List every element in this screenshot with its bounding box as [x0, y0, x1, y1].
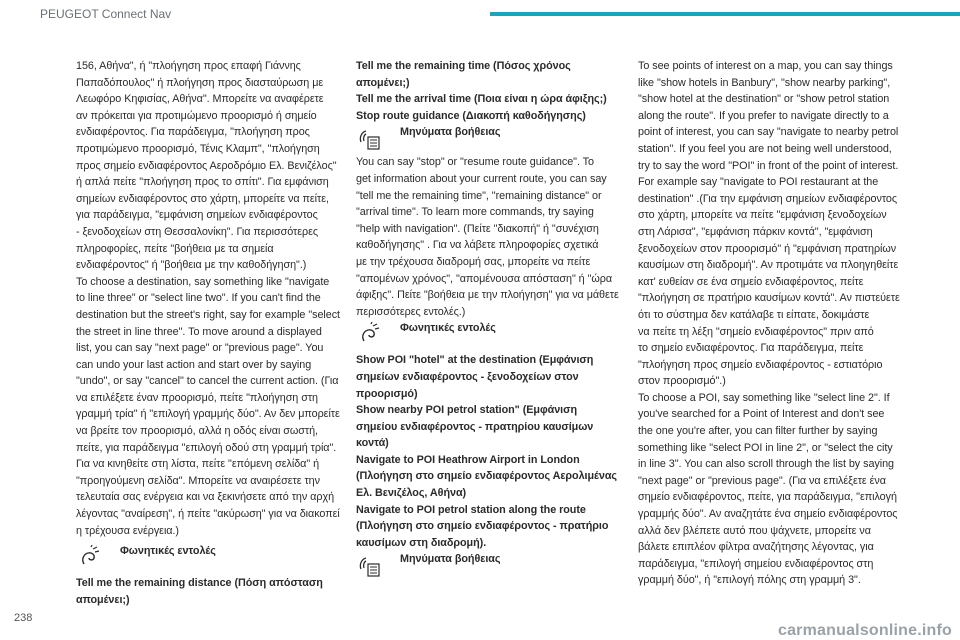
voice-commands-section-2 — [356, 320, 626, 346]
voice-commands-title-2: Φωνητικές εντολές — [400, 322, 496, 335]
watermark: carmanualsonline.info — [777, 622, 952, 639]
column-1-intro: 156, Αθήνα", ή "πλοήγηση προς επαφή Γιάννης Παπαδόπουλος" ή πλοήγηση προς διασταύρωση με Λεωφόρο Κηφισίας, Αθήνα". Μπορείτε να αναφέρετε αν πρόκειται για προτιμώμενο προορισμό ή σημείο ενδιαφέροντος. Για παράδειγμα, "πλοήγηση προς προτιμώμενο προορισμό, Τένις Κλαμπ", "πλοήγηση προς σημείο ενδιαφέροντος Αεροδρόμιο Ελ. Βενιζέλος" ή απλά πείτε "πλοήγηση προς το σπίτι". Για εμφάνιση σημείων ενδιαφέροντος στο χάρτη, μπορείτε να πείτε, για παράδειγμα, "εμφάνιση σημείων ενδιαφέροντος - ξενοδοχείων στη Θεσσαλονίκη". Για περισσότερες πληροφορίες, πείτε "βοήθεια με τα σημεία ενδιαφέροντος" ή "βοήθεια με την καθοδήγηση".) To choose a destination, say something like "navigate to line three" or "select line two". If you can't find the destination but the street's right, say for example "select the street in line three". To move around a displayed list, you can say "next page" or "previous page". You can undo your last action and start over by saying "undo", or say "cancel" to cancel the current action. (Για να επιλέξετε έναν προορισμό, πείτε "πλοήγηση στη γραμμή τρία" ή "επιλογή γραμμής δύο". Αν δεν μπορείτε να βρείτε τον προορισμό, αλλά η οδός είναι σωστή, πείτε, για παράδειγμα "επιλογή οδού στη γραμμή τρία". Για να κινηθείτε στη λίστα, πείτε "επόμενη σελίδα" ή "προηγούμενη σελίδα". Μπορείτε να αναιρέσετε την τελευταία σας ενέργεια και να ξεκινήσετε από την αρχή λέγοντας "αναίρεση", ή πείτε "ακύρωση" για να διακοπεί η τρέχουσα ενέργεια.) — [76, 60, 341, 537]
help-messages-section-2 — [356, 551, 626, 577]
voice-command-text: Tell me the remaining distance (Πόση απόσταση απομένει;) — [76, 577, 323, 606]
header-title: PEUGEOT Connect Nav — [40, 7, 172, 21]
help-messages-section-1 — [356, 124, 626, 150]
help-messages-title-2: Μηνύματα βοήθειας — [400, 553, 501, 566]
column-1 — [76, 58, 344, 608]
column-3 — [638, 58, 900, 589]
commands-bottom: Show POI "hotel" at the destination (Εμφάνιση σημείων ενδιαφέροντος - ξενοδοχείων στον προορισμό) Show nearby POI petrol station" (Εμφάνιση σημείου ενδιαφέροντος - πρατηρίου καυσίμων κοντά) Navigate to POI Heathrow Airport in London (Πλοήγηση στο σημείο ενδιαφέροντος Αερολιμένας Ελ. Βενιζέλος, Αθήνα) Navigate to POI petrol station along the route (Πλοήγηση στο σημείο ενδιαφέροντος - πρατήριο καυσίμων στη διαδρομή). — [356, 354, 617, 549]
page-number: 238 — [14, 612, 33, 624]
column-2 — [356, 58, 626, 577]
header-rule — [490, 12, 960, 16]
commands-top: Tell me the remaining time (Πόσος χρόνος απομένει;) Tell me the arrival time (Ποια είναι η ώρα άφιξης;) Stop route guidance (Διακοπή καθοδήγησης) — [356, 60, 607, 122]
voice-commands-title: Φωνητικές εντολές — [120, 545, 216, 558]
help-text: You can say "stop" or "resume route guidance". To get information about your current route, you can say "tell me the remaining time", "remaining distance" or "arrival time". To learn more commands, try saying "help with navigation". (Πείτε "διακοπή" ή "συνέχιση καθοδήγησης" . Για να λάβετε πληροφορίες σχετικά με την τρέχουσα διαδρομή σας, μπορείτε να πείτε "απομένων χρόνος", "απομένουσα απόσταση" ή "ώρα άφιξης". Πείτε "βοήθεια με την πλοήγηση" για να μάθετε περισσότερες εντολές.) — [356, 156, 619, 318]
voice-commands-section — [76, 543, 344, 569]
help-messages-title-1: Μηνύματα βοήθειας — [400, 126, 501, 139]
column-3-text: To see points of interest on a map, you can say things like "show hotels in Banbury", "show nearby parking", "show hotel at the destination" or "show petrol station along the route". If you prefer to navigate directly to a point of interest, you can say "navigate to nearby petrol station". If you feel you are not being well understood, try to say the word "POI" in front of the point of interest. For example say "navigate to POI restaurant at the destination" .(Για την εμφάνιση σημείων ενδιαφέροντος στο χάρτη, μπορείτε να πείτε "εμφάνιση ξενοδοχείων στη Λάρισα", "εμφάνιση πάρκιν κοντά", "εμφάνιση ξενοδοχείων στον προορισμό" ή "εμφάνιση πρατηρίων καυσίμων στη διαδρομή". Αν προτιμάτε να πλοηγηθείτε κατ' ευθείαν σε ένα σημείο ενδιαφέροντος, πείτε "πλοήγηση σε πρατήριο καυσίμων κοντά". Αν πιστεύετε ότι το σύστημα δεν κατάλαβε τι είπατε, δοκιμάστε να πείτε τη λέξη "σημείο ενδιαφέροντος" πριν από το σημείο ενδιαφέροντος. Για παράδειγμα, πείτε "πλοήγηση προς σημείο ενδιαφέροντος - εστιατόριο στον προορισμό".) To choose a POI, say something like "select line 2". If you've searched for a Point of Interest and don't see the one you're after, you can filter further by saying something like "select POI in line 2", or "select the city in line 3". You can also scroll through the list by saying "next page" or "previous page". (Για να επιλέξετε ένα σημείο ενδιαφέροντος, πείτε, για παράδειγμα, "επιλογή γραμμής δύο". Αν αναζητάτε ένα σημείο ενδιαφέροντος αλλά δεν βλέπετε αυτό που ψάχνετε, μπορείτε να βάλετε επιπλέον φίλτρα αναζήτησης λέγοντας, για παράδειγμα, "επιλογή σημείου ενδιαφέροντος στη γραμμή δύο", ή "επιλογή πόλης στη γραμμή 3". — [638, 60, 900, 587]
